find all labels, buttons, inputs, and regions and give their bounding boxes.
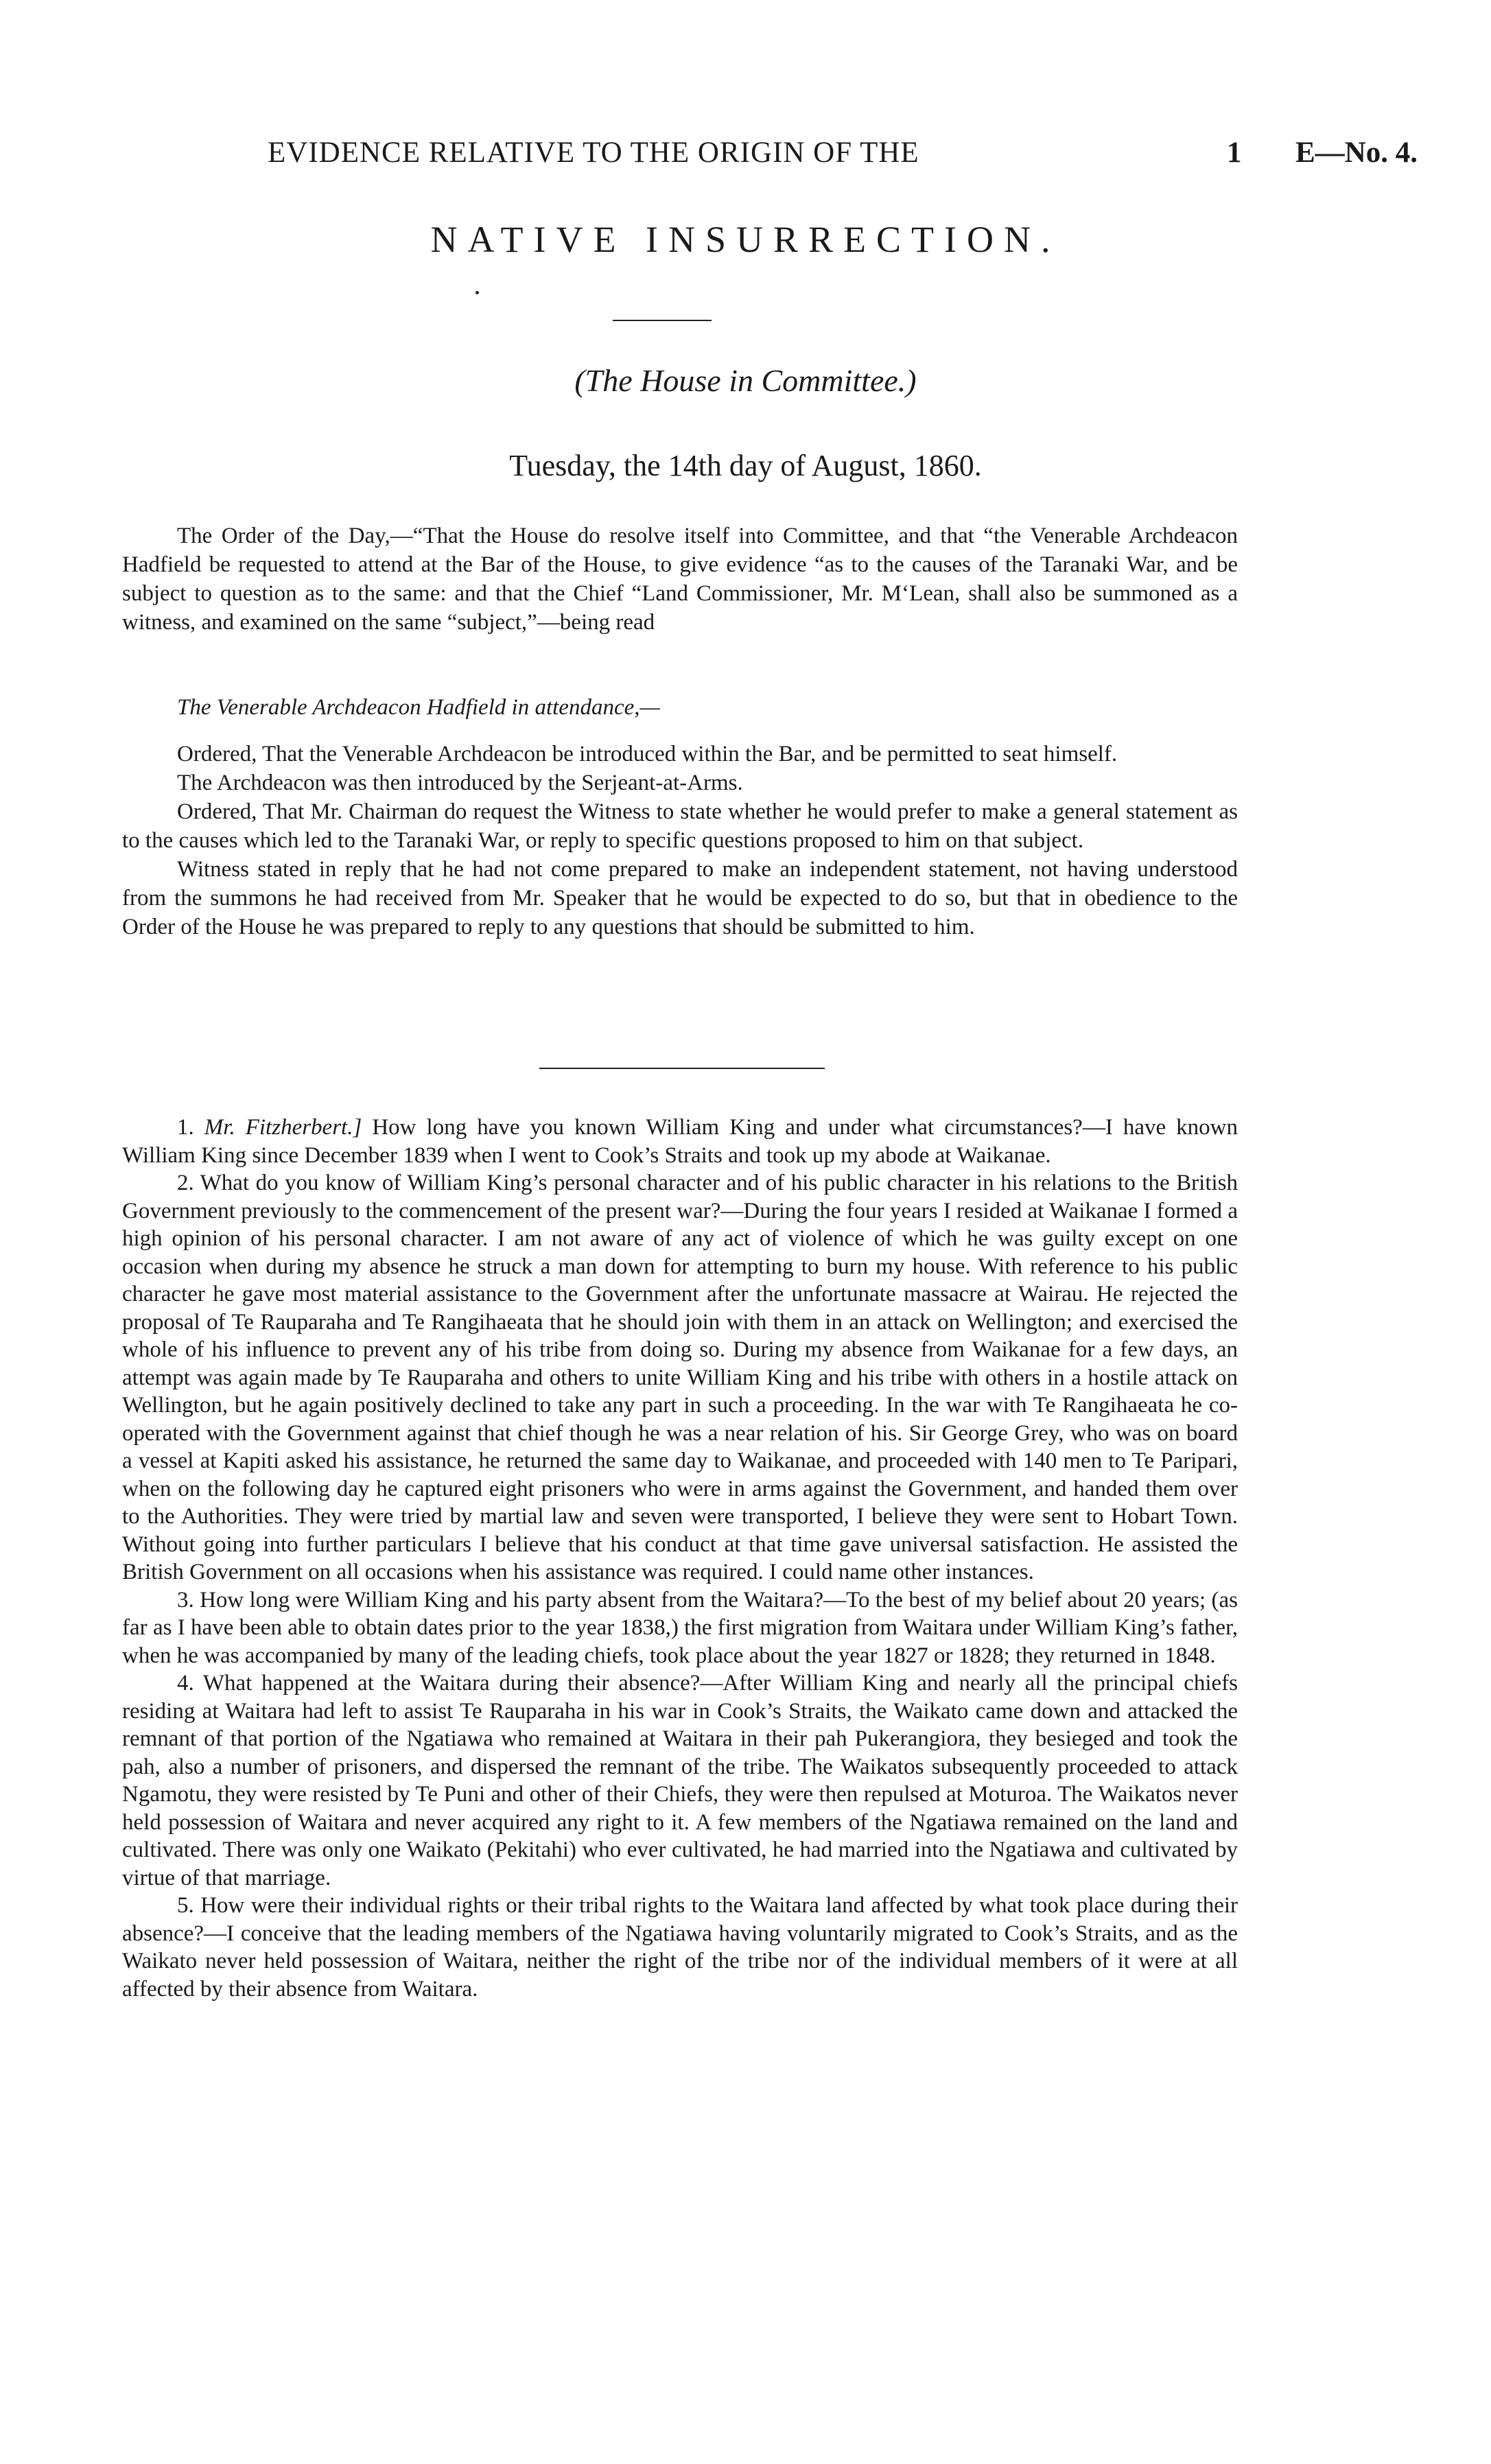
proceeding-paragraph: Ordered, That the Venerable Archdeacon be introduced within the Bar, and be permitted to seat himself. bbox=[177, 742, 1118, 766]
order-of-day: The Order of the Day,—“That the House do resolve itself into Committee, and that “the Venerable Archdeacon Hadfield be requested to attend at the Bar of the House, to give evidence “as to the causes of the Taranaki War, and be subject to question as to the same: and that the Chief “Land Commissioner, Mr. M‘Lean, shall also be summoned as a witness, and examined on the same “subject,”—being read bbox=[122, 524, 1238, 635]
question-paragraph bbox=[122, 1114, 1238, 1169]
question-paragraph bbox=[122, 1169, 1238, 1586]
proceeding-paragraph: Witness stated in reply that he had not come prepared to make an independent statement, not having understood from the summons he had received from Mr. Speaker that he would be expected to do so, but that in obedience to the Order of the House he was prepared to reply to any questions that should be submitted to him. bbox=[122, 857, 1238, 939]
subtitle: (The House in Committee.) bbox=[574, 363, 917, 398]
questions-section bbox=[122, 1114, 1238, 2003]
main-title: NATIVE INSURRECTION. bbox=[430, 219, 1061, 260]
question-paragraph bbox=[122, 1669, 1238, 1892]
question-number: 2. bbox=[177, 1171, 194, 1195]
question-text: How long have you known William King and under what circumstances?—I have known William King since December 1839 when I went to Cook’s Straits and took up my abode at Waikanae. bbox=[122, 1115, 1238, 1168]
question-number: 1. bbox=[177, 1115, 194, 1140]
page-number: 1 bbox=[1227, 137, 1242, 169]
question-text: How were their individual rights or their tribal rights to the Waitara land affected by what took place during their absence?—I conceive that the leading members of the Ngatiawa having voluntarily migrated to Cook’s Straits, and as the Waikato never held possession of Waitara, neither the right of the tribe nor of the individual members of it were at all affected by their absence from Waitara. bbox=[122, 1893, 1238, 2002]
date-line: Tuesday, the 14th day of August, 1860. bbox=[509, 449, 982, 482]
attendance-heading: The Venerable Archdeacon Hadfield in attendance,— bbox=[177, 695, 660, 720]
running-title: EVIDENCE RELATIVE TO THE ORIGIN OF THE bbox=[268, 137, 919, 169]
question-text: What do you know of William King’s personal character and of his public character in his relations to the British Government previously to the commencement of the present war?—During the four years I resided at Waikanae I formed a high opinion of his personal character. I am not aware of any act of violence of which he was guilty except on one occasion when during my absence he struck a man down for attempting to burn my house. With reference to his public character he gave most material assistance to the Government after the unfortunate massacre at Wairau. He rejected the proposal of Te Rauparaha and Te Rangihaeata that he should join with them in an attack on Wellington; and exercised the whole of his influence to prevent any of his tribe from doing so. During my absence from Waikanae for a few days, an attempt was again made by Te Rauparaha and others to unite William King and his tribe with others in a hostile attack on Wellington, but he again positively declined to take any part in such a proceeding. In the war with Te Rangihaeata he co-operated with the Government against that chief though he was a near relation of his. Sir George Grey, who was on board a vessel at Kapiti asked his assistance, he returned the same day to Waikanae, and proceeded with 140 men to Te Paripari, when on the following day he captured eight prisoners who were in arms against the Government, and handed them over to the Authorities. They were tried by martial law and seven were transported, I believe they were sent to Hobart Town. Without going into further particulars I believe that his conduct at that time gave universal satisfaction. He assisted the British Government on all occasions when his assistance was required. I could name other instances. bbox=[122, 1171, 1238, 1584]
proceedings-section bbox=[122, 740, 1238, 941]
question-number: 3. bbox=[177, 1587, 194, 1612]
question-paragraph bbox=[122, 1586, 1238, 1670]
proceeding-paragraph: The Archdeacon was then introduced by the Serjeant-at-Arms. bbox=[177, 771, 743, 795]
title-rule bbox=[613, 320, 712, 321]
question-paragraph bbox=[122, 1892, 1238, 2003]
order-of-day-section bbox=[122, 521, 1238, 637]
question-text: What happened at the Waitara during their absence?—After William King and nearly all the principal chiefs residing at Waitara had left to assist Te Rauparaha in his war in Cook’s Straits, the Waikato came down and attacked the remnant of that portion of the Ngatiawa who remained at Waitara in their pah Pukerangiora, they besieged and took the pah, also a number of prisoners, and dispersed the remnant of the tribe. The Waikatos subsequently proceeded to attack Ngamotu, they were resisted by Te Puni and other of their Chiefs, they were then repulsed at Moturoa. The Waikatos never held possession of Waitara and never acquired any right to it. A few members of the Ngatiawa remained on the land and cultivated. There was only one Waikato (Pekitahi) who ever cultivated, he had married into the Ngatiawa and cultivated by virtue of that marriage. bbox=[122, 1671, 1238, 1890]
page-header bbox=[0, 136, 1491, 184]
question-number: 4. bbox=[177, 1671, 194, 1696]
stray-dot bbox=[476, 291, 479, 294]
question-number: 5. bbox=[177, 1893, 194, 1918]
section-rule bbox=[539, 1068, 825, 1069]
attendance-section bbox=[122, 693, 1238, 722]
question-speaker: Mr. Fitzherbert.] bbox=[204, 1115, 362, 1140]
question-text: How long were William King and his party absent from the Waitara?—To the best of my belief about 20 years; (as far as I have been able to obtain dates prior to the year 1838,) the first migration from Waitara under William King’s father, when he was accompanied by many of the leading chiefs, took place about the year 1827 or 1828; they returned in 1848. bbox=[122, 1587, 1238, 1668]
document-code: E—No. 4. bbox=[1295, 137, 1418, 169]
proceeding-paragraph: Ordered, That Mr. Chairman do request the Witness to state whether he would prefer to make a general statement as to the causes which led to the Taranaki War, or reply to specific questions proposed to him on that subject. bbox=[122, 799, 1238, 853]
